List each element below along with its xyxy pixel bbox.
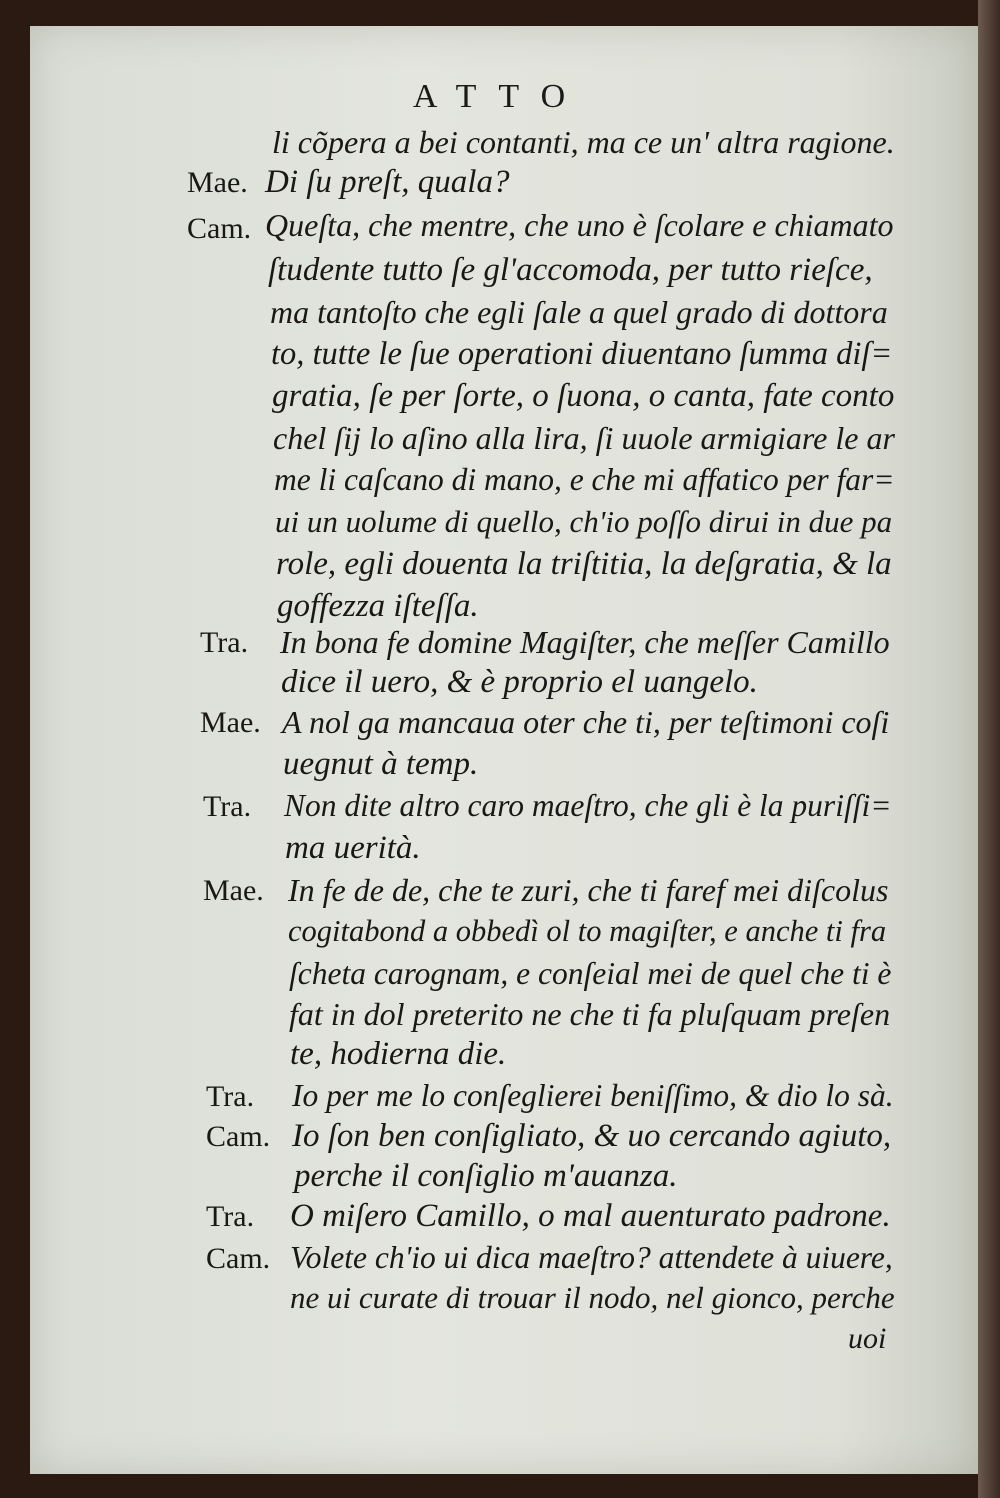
speaker-label: Tra. [206, 1200, 255, 1233]
text-line: goffezza iſteſſa. [277, 588, 479, 624]
text-line: Di ſu preſt, quala? [265, 164, 510, 200]
book-edge [978, 0, 1000, 1498]
text-line: ui un uolume di quello, ch'io poſſo dirui in due pa [275, 504, 893, 539]
text-line: li cõpera a bei contanti, ma ce un' altra ragione. [272, 124, 895, 160]
text-line: Queſta, che mentre, che uno è ſcolare e chiamato [265, 207, 894, 243]
speaker-label: Cam. [206, 1120, 271, 1153]
text-line: Io per me lo conſeglierei beniſſimo, & dio lo sà. [292, 1078, 894, 1113]
text-line: te, hodierna die. [290, 1036, 507, 1072]
speaker-label: Mae. [203, 874, 264, 907]
text-line: to, tutte le ſue operationi diuentano ſumma diſ= [271, 336, 893, 372]
speaker-label: Tra. [200, 626, 249, 659]
running-header: ATTO [412, 78, 588, 115]
text-line: perche il conſiglio m'auanza. [294, 1158, 678, 1194]
text-line: dice il uero, & è proprio el uangelo. [281, 664, 758, 700]
text-line: Non dite altro caro maeſtro, che gli è la puriſſi= [284, 788, 892, 823]
speaker-label: Cam. [187, 212, 252, 245]
text-line: Io ſon ben conſigliato, & uo cercando agiuto, [292, 1118, 892, 1154]
text-line: me li caſcano di mano, e che mi affatico per far= [274, 462, 895, 497]
speaker-label: Cam. [206, 1242, 271, 1275]
text-line: cogitabond a obbedì ol to magiſter, e anche ti fra [288, 914, 887, 948]
text-line: Volete ch'io ui dica maeſtro? attendete à uiuere, [290, 1240, 893, 1275]
text-line: ne ui curate di trouar il nodo, nel gionco, perche [290, 1280, 895, 1315]
text-line: chel ſij lo aſino alla lira, ſi uuole armigiare le ar [273, 420, 895, 456]
text-line: ma uerità. [285, 830, 421, 866]
text-line: uegnut à temp. [283, 746, 479, 782]
text-line: fat in dol preterito ne che ti fa pluſquam preſen [289, 996, 891, 1032]
text-line: role, egli douenta la triſtitia, la deſgratia, & la [276, 546, 892, 582]
speaker-label: Tra. [203, 790, 252, 823]
speaker-label: Tra. [206, 1080, 255, 1113]
speaker-label: Mae. [200, 706, 261, 739]
text-line: ma tantoſto che egli ſale a quel grado di dottora [270, 294, 888, 330]
text-line: gratia, ſe per ſorte, o ſuona, o canta, fate conto [272, 378, 895, 414]
text-line: A nol ga mancaua oter che ti, per teſtimoni coſi [282, 704, 890, 740]
speaker-label: Mae. [187, 166, 248, 199]
text-line: ſtudente tutto ſe gl'accomoda, per tutto rieſce, [268, 252, 873, 288]
text-line: O miſero Camillo, o mal auenturato padrone. [290, 1198, 891, 1234]
text-line: In fe de de, che te zuri, che ti faref mei diſcolus [288, 872, 889, 908]
text-line: In bona fe domine Magiſter, che meſſer Camillo [280, 624, 890, 660]
catchword: uoi [848, 1322, 887, 1355]
text-line: ſcheta carognam, e conſeial mei de quel che ti è [289, 956, 892, 991]
